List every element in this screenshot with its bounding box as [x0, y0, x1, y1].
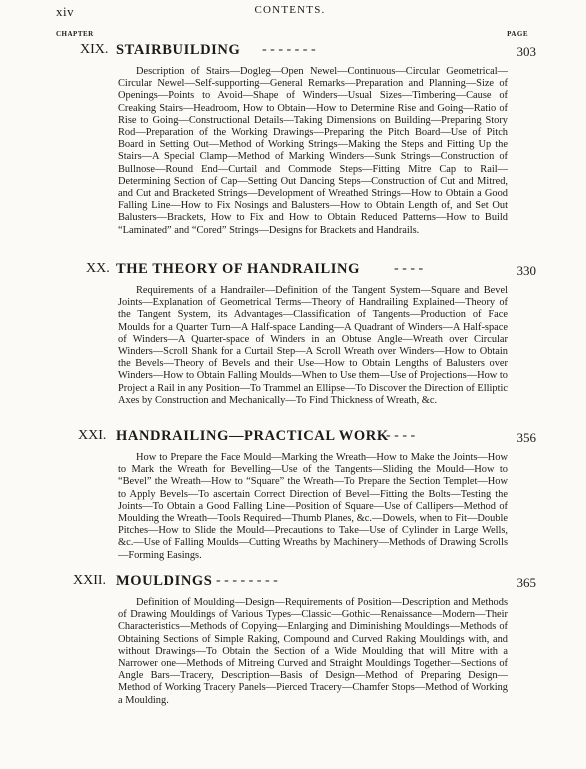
chapter-summary: Description of Stairs—Dogleg—Open Newel—Continuous—Circular Geometrical—Circular Newel—Self-supporting—General Remarks—Preparation and Planning—Size of Openings—Points to Avoid—Shape of Winders—Usual Sizes—Timbering—Cause of Creaking Stairs—Headroom, How to Obtain—How to Determine Rise and Going—Ratio of Rise to Going—Constructional Details—Taking Dimensions on Building—Preparing Story Rod—Preparation of the Working Drawings—Preparing the Pitch Board—Use of Pitch Board in Setting Out—Method of Working Strings—Making the Steps and Fitting Up the Stairs—A Special Clamp—Method of Marking Winders—Sunk Strings—Construction of Bullnose—Round End—Curtail and Commode Steps—Fitting Mitre Cap to Rail—Determining Section of Cap—Setting Out Dancing Steps—Construction of Cut and Mitred, and Cut and Bracketed Strings—Development of Wreathed Strings—How to Obtain a Good Falling Line—How to Fix Nosings and Balusters—How to Obtain Length of, and Set Out Balusters—Brackets, How to Fix and How to Obtain Reduced Patterns—How to Build “Laminated” and “Cored” Strings—Designs for Brackets and Handrails.: [118, 66, 508, 236]
dot-leader: - - - - - - - -: [216, 573, 278, 588]
chapter-heading: [56, 261, 536, 281]
chapter-entry-xxii: [56, 573, 536, 707]
chapter-title: STAIRBUILDING: [116, 42, 241, 58]
chapter-page-number: 365: [516, 575, 536, 590]
chapter-page-number: 330: [516, 263, 536, 278]
chapter-number: XIX.: [80, 42, 109, 57]
dot-leader: - - - -: [386, 428, 416, 443]
chapter-heading: [56, 573, 536, 593]
page-column-label: PAGE: [507, 30, 528, 38]
chapter-heading: [56, 42, 536, 62]
chapter-entry-xxi: [56, 428, 536, 562]
running-head: [56, 4, 524, 20]
column-labels: [56, 30, 528, 40]
chapter-entry-xx: [56, 261, 536, 407]
chapter-number: XXII.: [73, 573, 107, 588]
chapter-summary: Requirements of a Handrailer—Definition of the Tangent System—Square and Bevel Joints—Explanation of Geometrical Terms—Theory of Handrailing Explained—Theory of the Tangent System, its Advantages—Classification of Tangents—Production of Face Moulds for a Quarter Turn—A Half-space Landing—A Quadrant of Winders—A Half-space of Winders—A Quarter-space of Winders in an Obtuse Angle—Wreath over Circular Winders—Scroll Shank for a Curtail Step—A Scroll Wreath over Winders—How to Obtain the Bevels—Theory of Bevels and their Use—How to Obtain Lengths of Balusters over Winders—How to Obtain Falling Moulds—When to Use them—Use of Projections—How to Project a Rail in any Position—To Trammel an Ellipse—To Discover the Direction of Elliptic Axes by Construction and Mechanically—To Find Thickness of Wreath, &c.: [118, 285, 508, 406]
chapter-number: XXI.: [78, 428, 107, 443]
page-title: CONTENTS.: [254, 4, 326, 16]
chapter-summary: Definition of Moulding—Design—Requirements of Position—Description and Methods of Drawing Mouldings of Various Types—Classic—Gothic—Renaissance—Modern—Their Characteristics—Methods of Copying—Enlarging and Diminishing Mouldings—Methods of Obtaining Sections of Simple Raking, Compound and Curved Raking Mouldings with, and without Drawings—To Obtain the Section of a Wide Moulding that will Mitre with a Narrower one—Methods of Mitreing Curved and Straight Mouldings Together—Sections of Angle Bars—Tracery, Description—Basis of Design—Method of Preparing Design—Method of Working Tracery Panels—Pierced Tracery—Chamfer Stops—Method of Working a Moulding.: [118, 597, 508, 706]
chapter-title: HANDRAILING—PRACTICAL WORK: [116, 428, 389, 444]
chapter-summary: How to Prepare the Face Mould—Marking the Wreath—How to Make the Joints—How to Mark the Wreath for Bevelling—Use of the Tangents—Sliding the Mould—How to “Bevel” the Wreath—How to “Square” the Wreath—To Prepare the Section Templet—How to Apply Bevels—To ascertain Correct Direction of Bevel—Fitting the Bolts—Testing the Joints—To Obtain a Good Falling Line—Position of Square—Use of Callipers—Method of Moulding the Wreath—Tools Required—Thumb Planes, &c.—Dowels, when to Fit—Double Pitches—How to Slide the Mould—Precautions to Take—Use of Cylinder in Large Wells, &c.—Use of Falling Moulds—Cutting Wreaths by Machinery—Methods of Drawing Scrolls—Forming Easings.: [118, 452, 508, 561]
chapter-entry-xix: [56, 42, 536, 237]
chapter-title: THE THEORY OF HANDRAILING: [116, 261, 360, 277]
dot-leader: - - - - - - -: [262, 42, 316, 57]
chapter-title: MOULDINGS: [116, 573, 213, 589]
chapter-column-label: CHAPTER: [56, 30, 94, 38]
chapter-number: XX.: [86, 261, 110, 276]
chapter-page-number: 356: [516, 430, 536, 445]
chapter-heading: [56, 428, 536, 448]
dot-leader: - - - -: [394, 261, 424, 276]
page-number-roman: xiv: [56, 4, 75, 19]
chapter-page-number: 303: [516, 44, 536, 59]
